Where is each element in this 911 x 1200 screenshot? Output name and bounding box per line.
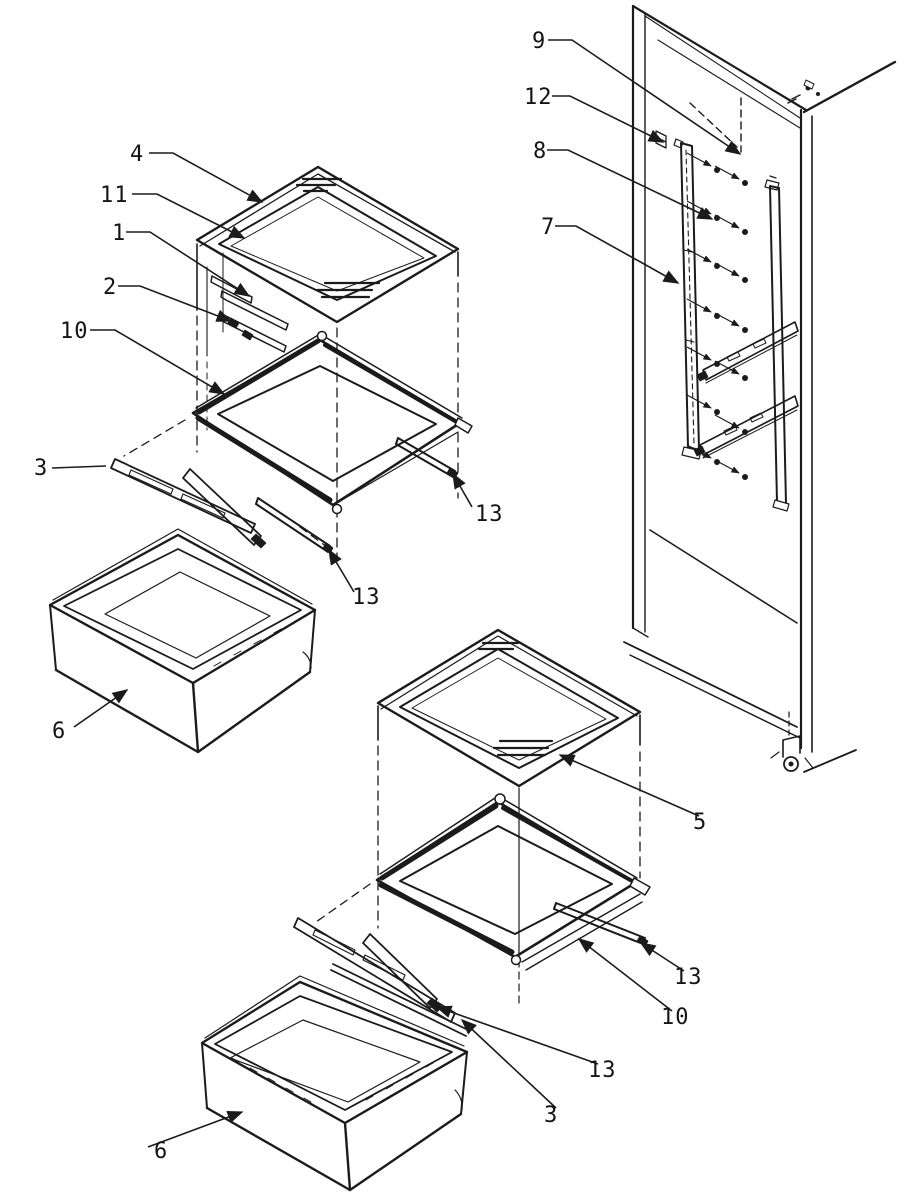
screw-pointer [715,415,739,428]
callout-7 [541,215,678,283]
screw-head [742,474,748,480]
callout-number: 6 [52,719,67,744]
callout-3 [462,1020,558,1128]
callout-number: 8 [533,139,548,164]
screw [687,299,720,319]
screw-head [742,429,748,435]
callout-leader-line [548,40,740,154]
callout-number: 13 [475,502,504,527]
callout-13 [641,943,703,990]
screw-head [742,327,748,333]
callout-13 [437,1007,617,1083]
upper-crisper-drawer [50,529,315,752]
callout-leader-line [149,153,262,202]
screw-head [714,409,720,415]
callout-10 [60,319,224,394]
screw [687,201,720,221]
callout-number: 11 [100,183,129,208]
screw-pointer [715,263,739,276]
callout-leader-line [552,96,663,142]
screw-pointer [715,460,739,473]
callout-number: 5 [693,810,708,835]
screw-pointer [715,313,739,326]
screw [715,313,748,333]
callout-4 [130,142,262,202]
callout-leader-line [90,330,224,394]
callout-leader-line [579,939,672,1011]
callout-number: 1 [112,221,127,246]
callout-number: 7 [541,215,556,240]
screw-pointer [687,249,711,262]
callout-6 [52,690,127,744]
shelf-track-right [765,176,789,511]
shelf-support-brackets [694,322,798,458]
screw-pointer [687,347,711,360]
callout-number: 10 [60,319,89,344]
callout-leader-line [52,466,106,468]
screw [715,460,748,480]
callout-8 [533,139,712,219]
callout-number: 6 [154,1139,169,1164]
callout-leader-line [555,226,678,283]
screw-pointer [687,153,711,166]
callout-number: 10 [661,1005,690,1030]
caster [771,712,813,771]
callout-number: 3 [34,456,49,481]
callout-number: 3 [544,1103,559,1128]
screw [715,166,748,186]
callout-number: 13 [588,1058,617,1083]
callout-number: 12 [524,85,553,110]
screw-pointer [715,215,739,228]
cabinet-side-panel [624,6,895,772]
screw-head [742,375,748,381]
callout-number: 2 [103,275,118,300]
callout-leader-line [118,286,231,321]
callout-13 [453,474,504,527]
screw-pointer [687,395,711,408]
screw-head [742,277,748,283]
screw [687,249,720,269]
callout-number: 4 [130,142,145,167]
screw [715,215,748,235]
screw-head [742,180,748,186]
callout-9 [532,29,740,154]
callout-number: 13 [352,585,381,610]
callout-3 [34,456,106,481]
callout-12 [524,85,663,142]
screw-head [742,229,748,235]
screw [715,263,748,283]
callout-leader-line [329,550,354,592]
screw [687,395,720,415]
upper-shelf-frame [193,332,472,554]
callout-number: 13 [674,965,703,990]
callout-5 [560,755,707,835]
callout-number: 9 [532,29,547,54]
lower-rail-3 [294,884,455,1022]
callout-leader-line [453,474,472,507]
lower-shelf-frame [331,794,650,1036]
callout-leader-line [560,755,699,816]
callout-10 [579,939,690,1030]
